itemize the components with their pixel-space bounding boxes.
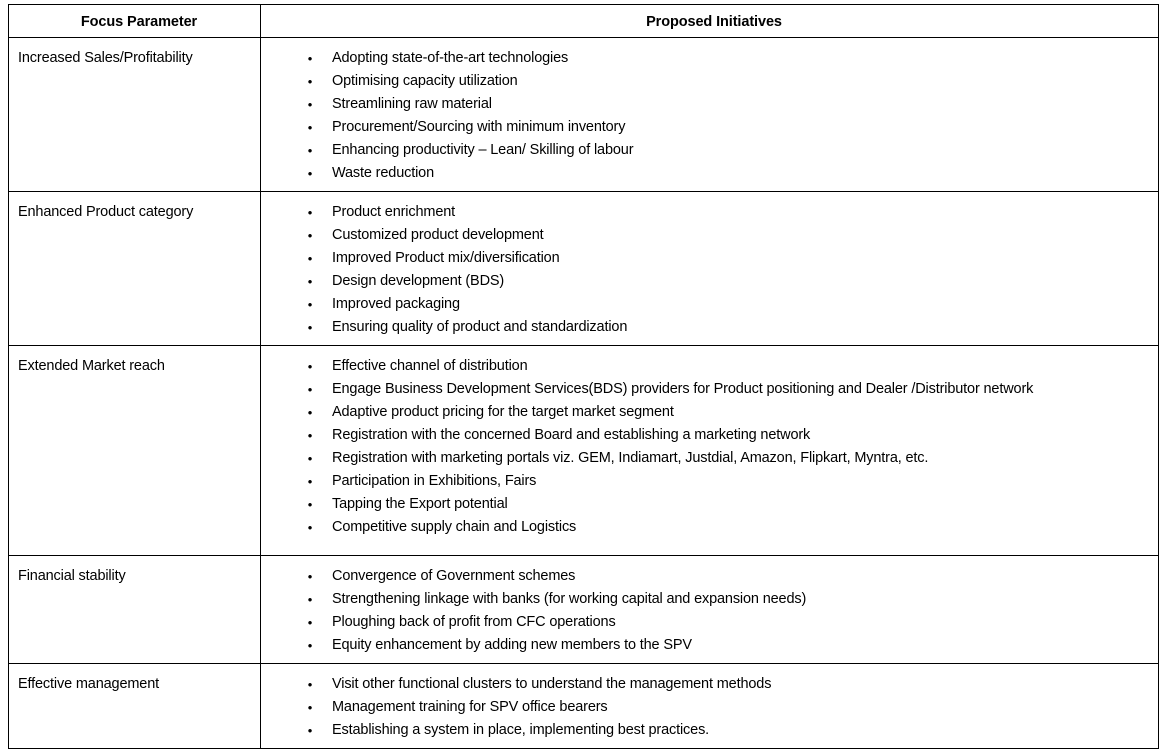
bullet-icon: • — [307, 615, 313, 630]
initiative-text: Design development (BDS) — [332, 273, 505, 289]
initiative-list-item — [261, 93, 1154, 116]
initiative-text: Establishing a system in place, implementing best practices. — [332, 722, 710, 738]
initiative-text: Ploughing back of profit from CFC operations — [332, 614, 616, 630]
initiative-list-item — [261, 116, 1154, 139]
bullet-icon: • — [307, 638, 313, 653]
bullet-icon: • — [307, 120, 313, 135]
focus-parameter-table — [8, 4, 1159, 749]
initiative-list-item — [261, 696, 1154, 719]
initiatives-list — [261, 192, 1158, 345]
bullet-icon: • — [307, 474, 313, 489]
column-header-focus-parameter: Focus Parameter — [80, 14, 198, 30]
initiative-list-item — [261, 139, 1154, 162]
bullet-icon: • — [307, 228, 313, 243]
bullet-icon: • — [307, 677, 313, 692]
initiatives-list — [261, 556, 1158, 663]
initiative-list-item — [261, 270, 1154, 293]
table-row — [9, 664, 1159, 749]
initiative-list-item — [261, 378, 1154, 401]
initiative-text: Tapping the Export potential — [332, 496, 508, 512]
bullet-icon: • — [307, 359, 313, 374]
initiative-text: Management training for SPV office bearers — [332, 699, 608, 715]
initiative-list-item — [261, 719, 1154, 742]
initiative-text: Visit other functional clusters to understand the management methods — [332, 676, 772, 692]
column-header-proposed-initiatives: Proposed Initiatives — [646, 14, 782, 30]
table-header — [9, 5, 1159, 38]
bullet-icon: • — [307, 520, 313, 535]
focus-parameter-label: Effective management — [18, 676, 160, 692]
initiative-list-item — [261, 355, 1154, 378]
initiative-list-item — [261, 70, 1154, 93]
proposed-initiatives-cell — [261, 556, 1159, 664]
bullet-icon: • — [307, 74, 313, 89]
bullet-icon: • — [307, 51, 313, 66]
proposed-initiatives-cell — [261, 192, 1159, 346]
bullet-icon: • — [307, 143, 313, 158]
focus-parameter-cell — [9, 556, 261, 664]
bullet-icon: • — [307, 405, 313, 420]
initiative-list-item — [261, 447, 1154, 470]
initiative-list-item — [261, 201, 1154, 224]
initiative-list-item — [261, 493, 1154, 516]
focus-parameter-cell — [9, 664, 261, 749]
initiative-list-item — [261, 162, 1154, 185]
bullet-icon: • — [307, 382, 313, 397]
initiative-text: Registration with the concerned Board and establishing a marketing network — [332, 427, 811, 443]
initiative-text: Registration with marketing portals viz. GEM, Indiamart, Justdial, Amazon, Flipkart, Myntra, etc. — [332, 450, 929, 466]
initiative-text: Procurement/Sourcing with minimum inventory — [332, 119, 626, 135]
initiatives-list — [261, 38, 1158, 191]
proposed-initiatives-cell — [261, 346, 1159, 556]
initiative-text: Product enrichment — [332, 204, 456, 220]
focus-parameter-label: Extended Market reach — [18, 358, 165, 374]
initiative-text: Strengthening linkage with banks (for working capital and expansion needs) — [332, 591, 807, 607]
initiative-text: Ensuring quality of product and standardization — [332, 319, 628, 335]
bullet-icon: • — [307, 723, 313, 738]
bullet-icon: • — [307, 569, 313, 584]
initiative-text: Improved packaging — [332, 296, 460, 312]
table-header-cell-parameter — [9, 5, 261, 38]
bullet-icon: • — [307, 428, 313, 443]
initiative-text: Effective channel of distribution — [332, 358, 528, 374]
initiative-text: Enhancing productivity – Lean/ Skilling of labour — [332, 142, 634, 158]
bullet-icon: • — [307, 274, 313, 289]
initiative-text: Adaptive product pricing for the target market segment — [332, 404, 674, 420]
initiative-list-item — [261, 673, 1154, 696]
bullet-icon: • — [307, 251, 313, 266]
focus-parameter-cell — [9, 192, 261, 346]
initiative-text: Engage Business Development Services(BDS) providers for Product positioning and Dealer /Distributor network — [332, 381, 1034, 397]
focus-parameter-label: Enhanced Product category — [18, 204, 194, 220]
table-row — [9, 556, 1159, 664]
initiative-list-item — [261, 516, 1154, 539]
table-row — [9, 38, 1159, 192]
initiative-list-item — [261, 565, 1154, 588]
initiative-text: Convergence of Government schemes — [332, 568, 576, 584]
initiative-list-item — [261, 247, 1154, 270]
bullet-icon: • — [307, 497, 313, 512]
initiatives-list — [261, 664, 1158, 748]
initiative-list-item — [261, 634, 1154, 657]
initiative-list-item — [261, 316, 1154, 339]
initiative-list-item — [261, 47, 1154, 70]
bullet-icon: • — [307, 97, 313, 112]
focus-parameter-cell — [9, 38, 261, 192]
initiative-text: Waste reduction — [332, 165, 434, 181]
initiative-text: Equity enhancement by adding new members to the SPV — [332, 637, 692, 653]
bullet-icon: • — [307, 320, 313, 335]
initiative-list-item — [261, 424, 1154, 447]
table-header-row — [9, 5, 1159, 38]
initiative-list-item — [261, 401, 1154, 424]
bullet-icon: • — [307, 700, 313, 715]
initiative-text: Adopting state-of-the-art technologies — [332, 50, 569, 66]
initiative-list-item — [261, 611, 1154, 634]
table-body — [9, 38, 1159, 749]
proposed-initiatives-cell — [261, 38, 1159, 192]
table-row — [9, 192, 1159, 346]
initiative-list-item — [261, 588, 1154, 611]
proposed-initiatives-cell — [261, 664, 1159, 749]
bullet-icon: • — [307, 297, 313, 312]
initiative-list-item — [261, 293, 1154, 316]
initiative-text: Improved Product mix/diversification — [332, 250, 560, 266]
focus-parameter-cell — [9, 346, 261, 556]
bullet-icon: • — [307, 451, 313, 466]
initiative-text: Streamlining raw material — [332, 96, 492, 112]
table-row — [9, 346, 1159, 556]
initiative-text: Customized product development — [332, 227, 544, 243]
bullet-icon: • — [307, 592, 313, 607]
initiative-text: Competitive supply chain and Logistics — [332, 519, 577, 535]
initiatives-list — [261, 346, 1158, 545]
focus-parameter-label: Increased Sales/Profitability — [18, 50, 193, 66]
initiative-text: Optimising capacity utilization — [332, 73, 518, 89]
initiative-list-item — [261, 470, 1154, 493]
focus-parameter-label: Financial stability — [18, 568, 126, 584]
initiative-list-item — [261, 224, 1154, 247]
bullet-icon: • — [307, 166, 313, 181]
bullet-icon: • — [307, 205, 313, 220]
table-header-cell-initiatives — [261, 5, 1159, 38]
initiative-text: Participation in Exhibitions, Fairs — [332, 473, 537, 489]
